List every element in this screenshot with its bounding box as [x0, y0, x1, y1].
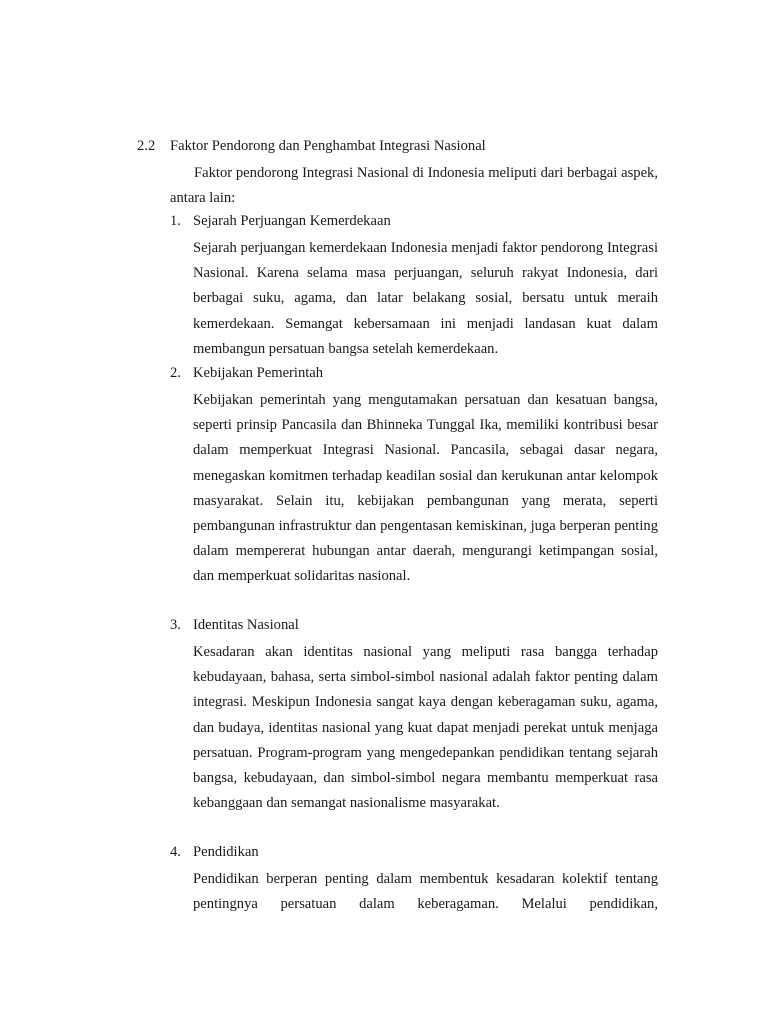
list-item-number: 4. [170, 844, 181, 860]
list-item-title: Kebijakan Pemerintah [193, 365, 324, 381]
list-item-heading [170, 363, 658, 383]
list-item-title: Sejarah Perjuangan Kemerdekaan [193, 213, 391, 229]
list-item-number: 2. [170, 365, 181, 381]
list-item-body: Kebijakan pemerintah yang mengutamakan persatuan dan kesatuan bangsa, seperti prinsip Pancasila dan Bhinneka Tunggal Ika, memiliki kontribusi besar dalam memperkuat Integrasi Nasional. Pancasila, sebagai dasar negara, menegaskan komitmen terhadap keadilan sosial dan kerukunan antar kelompok masyarakat. Selain itu, kebijakan pembangunan yang merata, seperti pembangunan infrastruktur dan pengentasan kemiskinan, juga berperan penting dalam mempererat hubungan antar daerah, mengurangi ketimpangan sosial, dan memperkuat solidaritas nasional. [193, 392, 658, 585]
list-item-number: 1. [170, 213, 181, 229]
list-item-heading [170, 211, 658, 231]
section-title: Faktor Pendorong dan Penghambat Integrasi Nasional [170, 138, 486, 154]
list-item-body: Pendidikan berperan penting dalam membentuk kesadaran kolektif tentang pentingnya persatuan dalam keberagaman. Melalui pendidikan, [193, 871, 658, 913]
list-item-title: Identitas Nasional [193, 617, 299, 633]
list-item-body: Sejarah perjuangan kemerdekaan Indonesia menjadi faktor pendorong Integrasi Nasional. Karena selama masa perjuangan, seluruh rakyat Indonesia, dari berbagai suku, agama, dan latar belakang sosial, bersatu untuk meraih kemerdekaan. Semangat kebersamaan ini menjadi landasan kuat dalam membangun persatuan bangsa setelah kemerdekaan. [193, 240, 658, 357]
list-item-body: Kesadaran akan identitas nasional yang meliputi rasa bangga terhadap kebudayaan, bahasa, serta simbol-simbol nasional adalah faktor penting dalam integrasi. Meskipun Indonesia sangat kaya dengan keberagaman suku, agama, dan budaya, identitas nasional yang kuat dapat menjadi perekat untuk menjaga persatuan. Program-program yang mengedepankan pendidikan tentang sejarah bangsa, kebudayaan, dan simbol-simbol negara membantu memperkuat rasa kebanggaan dan semangat nasionalisme masyarakat. [193, 644, 658, 812]
section-intro: Faktor pendorong Integrasi Nasional di Indonesia meliputi dari berbagai aspek, antara lain: [170, 165, 658, 207]
list-item-pendidikan [170, 842, 658, 917]
list-item-kebijakan [170, 363, 658, 590]
list-item-identitas [170, 615, 658, 816]
list-item-sejarah [170, 211, 658, 362]
list-item-title: Pendidikan [193, 844, 259, 860]
section-number: 2.2 [137, 138, 156, 154]
list-item-heading [170, 842, 658, 862]
list-item-number: 3. [170, 617, 181, 633]
list-item-heading [170, 615, 658, 635]
section-heading [137, 136, 697, 156]
